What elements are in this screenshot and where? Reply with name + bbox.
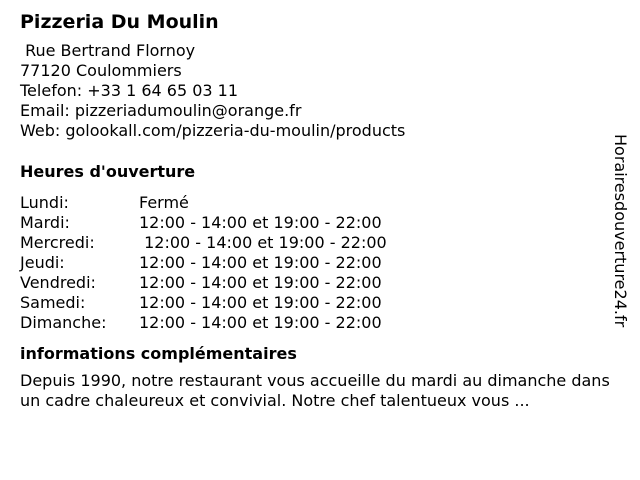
hours-row-friday bbox=[20, 273, 610, 293]
phone-line: Telefon: +33 1 64 65 03 11 bbox=[20, 81, 239, 100]
additional-info-heading: informations complémentaires bbox=[20, 344, 297, 363]
hours-row-monday bbox=[20, 193, 610, 213]
business-name: Pizzeria Du Moulin bbox=[20, 11, 219, 33]
day-label: Jeudi: bbox=[20, 253, 65, 272]
city-line: 77120 Coulommiers bbox=[20, 61, 182, 80]
day-hours: 12:00 - 14:00 et 19:00 - 22:00 bbox=[139, 293, 382, 312]
day-hours: 12:00 - 14:00 et 19:00 - 22:00 bbox=[139, 273, 382, 292]
hours-row-saturday bbox=[20, 293, 610, 313]
day-label: Dimanche: bbox=[20, 313, 107, 332]
email-line: Email: pizzeriadumoulin@orange.fr bbox=[20, 101, 302, 120]
hours-row-tuesday bbox=[20, 213, 610, 233]
contact-block bbox=[20, 41, 610, 141]
opening-hours-table bbox=[20, 193, 610, 333]
hours-row-sunday bbox=[20, 313, 610, 333]
site-watermark: Horairesdouverture24.fr bbox=[611, 134, 630, 328]
day-label: Mardi: bbox=[20, 213, 70, 232]
day-hours: 12:00 - 14:00 et 19:00 - 22:00 bbox=[139, 313, 382, 332]
day-label: Lundi: bbox=[20, 193, 69, 212]
day-label: Samedi: bbox=[20, 293, 86, 312]
hours-row-wednesday bbox=[20, 233, 610, 253]
hours-row-thursday bbox=[20, 253, 610, 273]
street-address: Rue Bertrand Flornoy bbox=[20, 41, 196, 60]
day-hours: 12:00 - 14:00 et 19:00 - 22:00 bbox=[139, 233, 387, 252]
business-card bbox=[20, 9, 610, 411]
day-hours: Fermé bbox=[139, 193, 189, 212]
additional-info-text: Depuis 1990, notre restaurant vous accueille du mardi au dimanche dans un cadre chaleureux et convivial. Notre chef talentueux vous ... bbox=[20, 371, 610, 410]
opening-hours-heading: Heures d'ouverture bbox=[20, 162, 196, 181]
day-hours: 12:00 - 14:00 et 19:00 - 22:00 bbox=[139, 253, 382, 272]
day-label: Vendredi: bbox=[20, 273, 96, 292]
web-line: Web: golookall.com/pizzeria-du-moulin/products bbox=[20, 121, 406, 140]
day-hours: 12:00 - 14:00 et 19:00 - 22:00 bbox=[139, 213, 382, 232]
day-label: Mercredi: bbox=[20, 233, 95, 252]
